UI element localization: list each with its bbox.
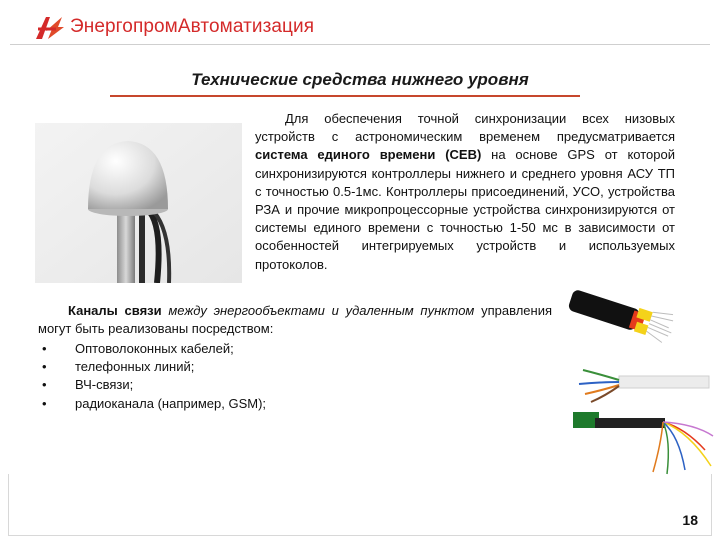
list-item: • ВЧ-связи;	[38, 376, 266, 394]
sev-term: система единого времени (СЕВ)	[255, 147, 482, 163]
channels-rest: управления могут быть реализованы посредством:	[38, 303, 553, 337]
slide-title: Технические средства нижнего уровня	[191, 70, 529, 89]
logo-text: ЭнергопромАвтоматизация	[70, 16, 315, 37]
list-item: • радиоканала (например, GSM);	[38, 395, 266, 413]
company-logo	[34, 12, 314, 42]
channels-list	[38, 340, 266, 413]
list-item: • телефонных линий;	[38, 358, 266, 376]
sev-text-start: Для обеспечения точной синхронизации всех низовых устройств с астрономическим временем предусматривается	[255, 111, 675, 145]
page-number: 18	[682, 512, 698, 528]
footer-frame	[8, 474, 712, 536]
list-item: • Оптоволоконных кабелей;	[38, 340, 266, 358]
channels-term: Каналы связи	[68, 303, 162, 318]
header-divider	[10, 44, 710, 45]
channels-paragraph	[38, 302, 552, 338]
cables-image	[565, 290, 715, 480]
channels-italic: между энергообъектами и удаленным пунктом	[161, 303, 475, 318]
sev-description	[255, 110, 675, 274]
gps-antenna-image	[35, 123, 242, 283]
sev-text-end: на основе GPS от которой синхронизируются контроллеры нижнего и среднего уровня АСУ ТП с точностью 0.5-1мс. Контроллеры присоединений, УСО, устройства РЗА и прочие микропроцессорные устройства синхронизируются от системы единого времени с точностью 1-50 мс в зависимости от особенностей интегрируемых устройств и используемых протоколов.	[255, 147, 675, 272]
title-underline	[110, 95, 580, 97]
logo-mark-icon	[34, 13, 64, 41]
